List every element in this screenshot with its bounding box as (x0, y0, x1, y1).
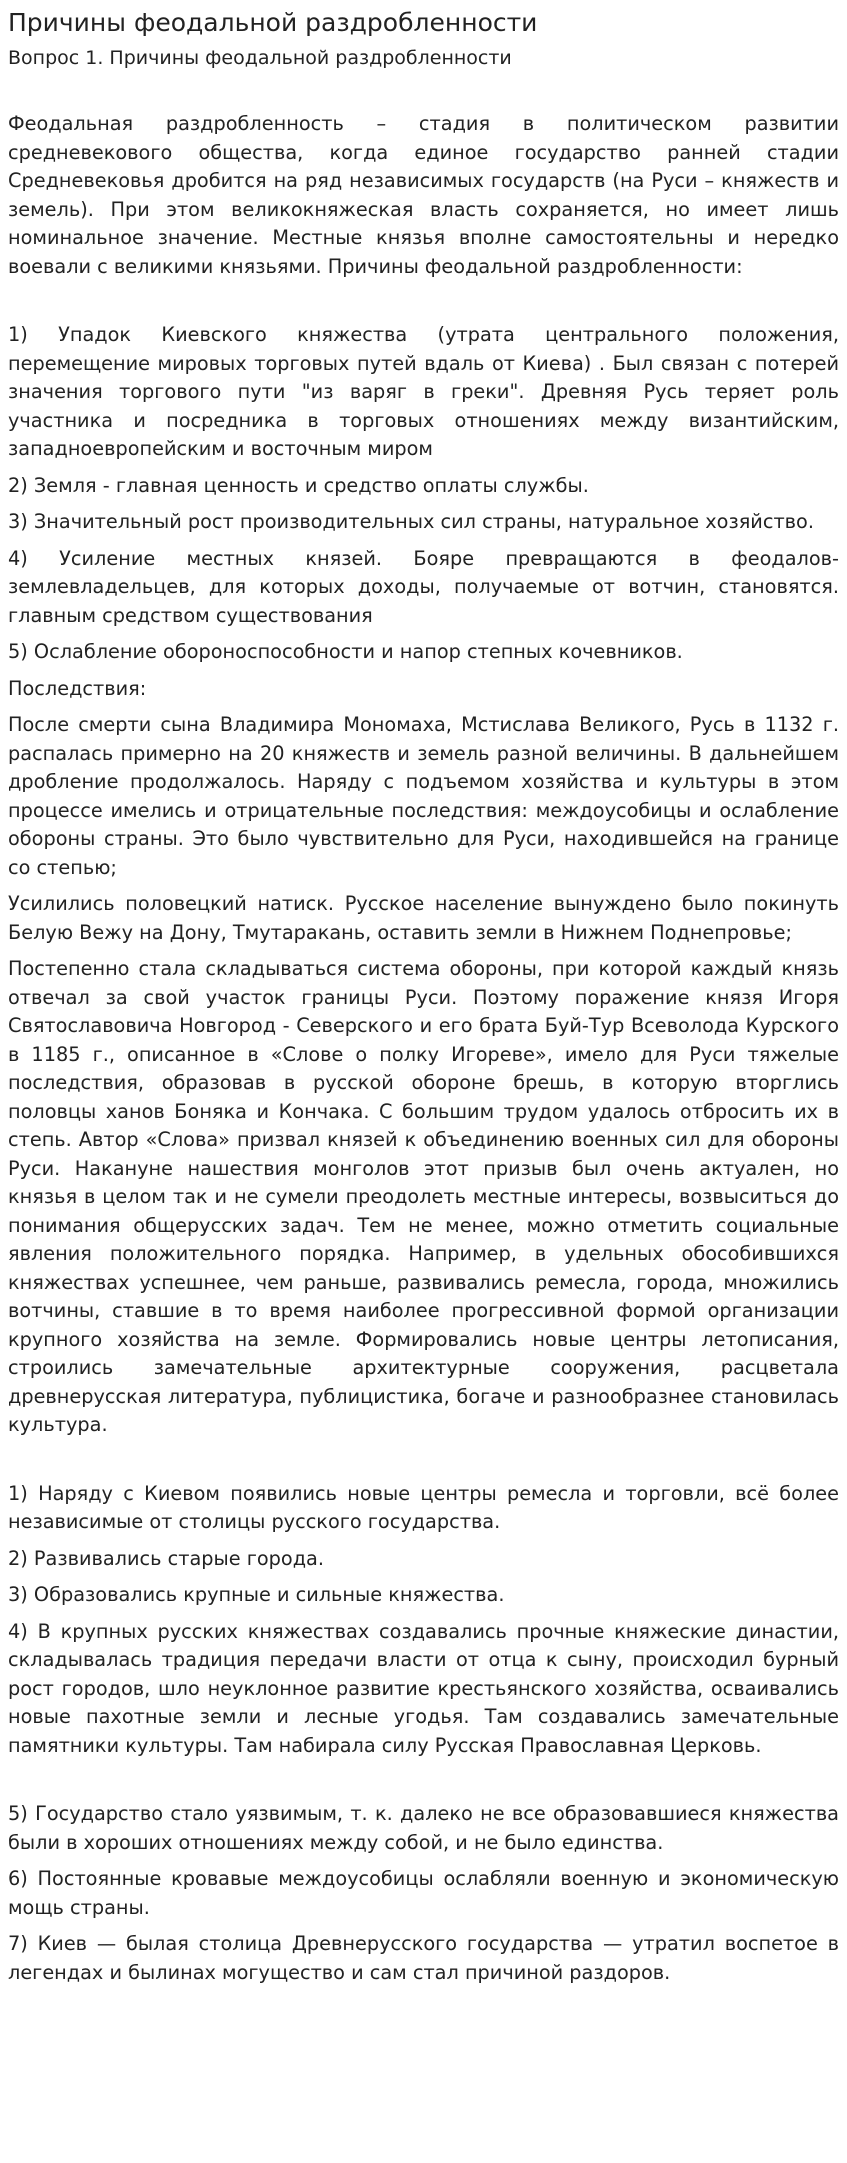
paragraph: После смерти сына Владимира Мономаха, Мстислава Великого, Русь в 1132 г. распалась примерно на 20 княжеств и земель разной величины. В дальнейшем дробление продолжалось. Наряду с подъемом хозяйства и культуры в этом процессе имелись и отрицательные последствия: междоусобицы и ослабление обороны страны. Это было чувствительно для Руси, находившейся на границе со степью; (8, 713, 839, 879)
paragraph: 5) Государство стало уязвимым, т. к. далеко не все образовавшиеся княжества были в хороших отношениях между собой, и не было единства. (8, 1802, 839, 1854)
paragraph: 6) Постоянные кровавые междоусобицы ослабляли военную и экономическую мощь страны. (8, 1867, 839, 1919)
paragraph: Усилились половецкий натиск. Русское население вынуждено было покинуть Белую Вежу на Дону, Тмутаракань, оставить земли в Нижнем Поднепровье; (8, 892, 839, 944)
paragraph: 5) Ослабление обороноспособности и напор степных кочевников. (8, 640, 683, 663)
page-title: Причины феодальной раздробленности (8, 8, 538, 37)
document-body (8, 110, 839, 1987)
paragraph: Постепенно стала складываться система обороны, при которой каждый князь отвечал за свой участок границы Руси. Поэтому поражение князя Игоря Святославовича Новгород - Северского и его брата Буй-Тур Всеволода Курского в 1185 г., описанное в «Слове о полку Игореве», имело для Руси тяжелые последствия, образовав в русской обороне брешь, в которую вторглись половцы ханов Боняка и Кончака. С большим трудом удалось отбросить их в степь. Автор «Слова» призвал князей к объединению военных сил для обороны Руси. Накануне нашествия монголов этот призыв был очень актуален, но князья в целом так и не сумели преодолеть местные интересы, возвыситься до понимания общерусских задач. Тем не менее, можно отметить социальные явления положительного порядка. Например, в удельных обособившихся княжествах успешнее, чем раньше, развивались ремесла, города, множились вотчины, ставшие в то время наиболее прогрессивной формой организации крупного хозяйства на земле. Формировались новые центры летописания, строились замечательные архитектурные сооружения, расцветала древнерусская литература, публицистика, богаче и разнообразнее становилась культура. (8, 957, 839, 1436)
paragraph: Феодальная раздробленность – стадия в политическом развитии средневекового общества, когда единое государство ранней стадии Средневековья дробится на ряд независимых государств (на Руси – княжеств и земель). При этом великокняжеская власть сохраняется, но имеет лишь номинальное значение. Местные князья вполне самостоятельны и нередко воевали с великими князьями. Причины феодальной раздробленности: (8, 112, 839, 278)
paragraph: 3) Образовались крупные и сильные княжества. (8, 1583, 505, 1606)
question-heading: Вопрос 1. Причины феодальной раздробленности (8, 47, 512, 69)
paragraph: 7) Киев — былая столица Древнерусского государства — утратил воспетое в легендах и былинах могущество и сам стал причиной раздоров. (8, 1932, 839, 1984)
paragraph: 4) Усиление местных князей. Бояре превращаются в феодалов-землевладельцев, для которых доходы, получаемые от вотчин, становятся. главным средством существования (8, 546, 839, 627)
paragraph: 2) Развивались старые города. (8, 1546, 324, 1570)
paragraph: Последствия: (8, 676, 147, 700)
paragraph: 2) Земля - главная ценность и средство оплаты службы. (8, 473, 589, 497)
paragraph: 4) В крупных русских княжествах создавались прочные княжеские династии, складывалась традиция передачи власти от отца к сыну, происходил бурный рост городов, шло неуклонное развитие крестьянского хозяйства, осваивались новые пахотные земли и лесные угодья. Там создавались замечательные памятники культуры. Там набирала силу Русская Православная Церковь. (8, 1619, 839, 1757)
paragraph: 1) Упадок Киевского княжества (утрата центрального положения, перемещение мировых торговых путей вдаль от Киева) . Был связан с потерей значения торгового пути "из варяг в греки". Древняя Русь теряет роль участника и посредника в торговых отношениях между византийским, западноевропейским и восточным миром (8, 323, 839, 460)
paragraph: 3) Значительный рост производительных сил страны, натуральное хозяйство. (8, 510, 814, 533)
paragraph: 1) Наряду с Киевом появились новые центры ремесла и торговли, всё более независимые от столицы русского государства. (8, 1481, 839, 1533)
